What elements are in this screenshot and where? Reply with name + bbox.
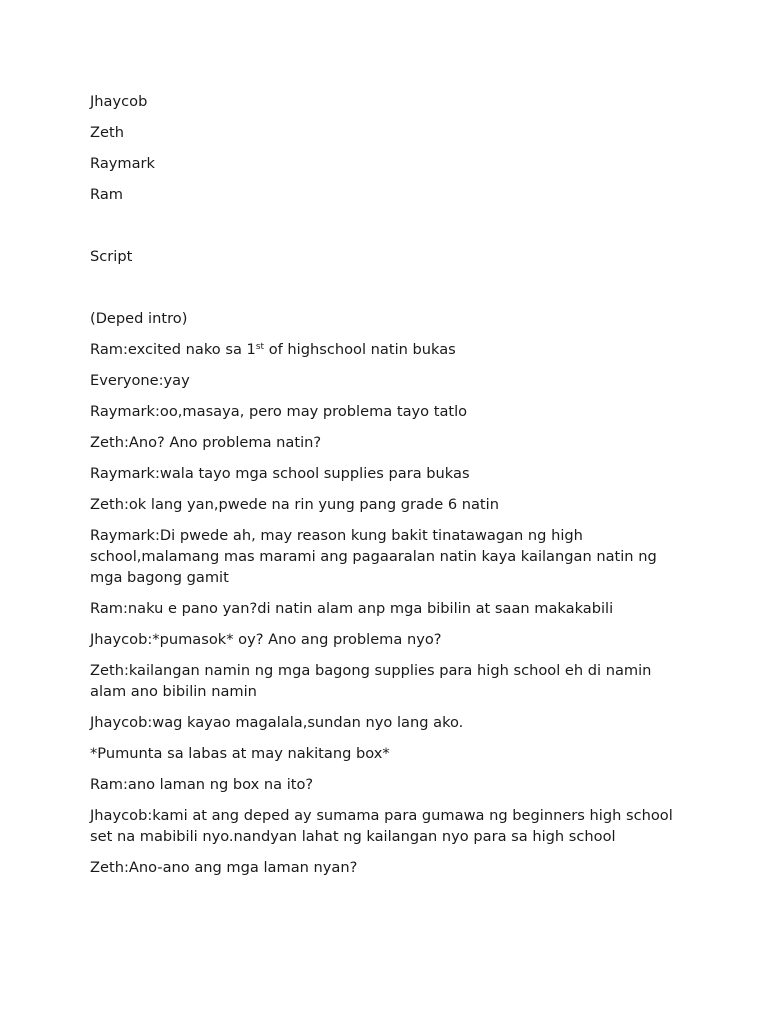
dialogue-line: Jhaycob:*pumasok* oy? Ano ang problema nyo? (90, 631, 442, 648)
dialogue-line: Raymark:Di pwede ah, may reason kung bakit tinatawagan ng high school,malamang mas marami ang pagaaralan natin kaya kailangan natin ng mga bagong gamit (90, 527, 657, 586)
script-heading: Script (90, 248, 133, 265)
dialogue-line: Ram:naku e pano yan?di natin alam anp mga bibilin at saan makakabili (90, 600, 614, 617)
line-text-after: of highschool natin bukas (264, 341, 456, 358)
stage-direction: *Pumunta sa labas at may nakitang box* (90, 745, 390, 762)
dialogue-line: Zeth:Ano-ano ang mga laman nyan? (90, 859, 358, 876)
dialogue-line-ram-excited (90, 339, 690, 360)
ordinal-suffix: st (255, 342, 265, 352)
line-text-before: Ram:excited nako sa 1 (90, 341, 256, 358)
document-page (90, 91, 690, 888)
name-raymark: Raymark (90, 155, 156, 172)
dialogue-line: Everyone:yay (90, 372, 190, 389)
dialogue-line: Zeth:Ano? Ano problema natin? (90, 434, 322, 451)
dialogue-line: Raymark:wala tayo mga school supplies para bukas (90, 465, 470, 482)
dialogue-line: Jhaycob:kami at ang deped ay sumama para gumawa ng beginners high school set na mabibili nyo.nandyan lahat ng kailangan nyo para sa high school (90, 807, 673, 845)
dialogue-line: Raymark:oo,masaya, pero may problema tayo tatlo (90, 403, 468, 420)
dialogue-line: Zeth:kailangan namin ng mga bagong supplies para high school eh di namin alam ano bibilin namin (90, 662, 652, 700)
dialogue-line: Jhaycob:wag kayao magalala,sundan nyo lang ako. (90, 714, 464, 731)
dialogue-line: Ram:ano laman ng box na ito? (90, 776, 314, 793)
name-ram: Ram (90, 186, 123, 203)
name-zeth: Zeth (90, 124, 124, 141)
name-jhaycob: Jhaycob (90, 93, 148, 110)
deped-intro: (Deped intro) (90, 310, 188, 327)
dialogue-line: Zeth:ok lang yan,pwede na rin yung pang grade 6 natin (90, 496, 499, 513)
